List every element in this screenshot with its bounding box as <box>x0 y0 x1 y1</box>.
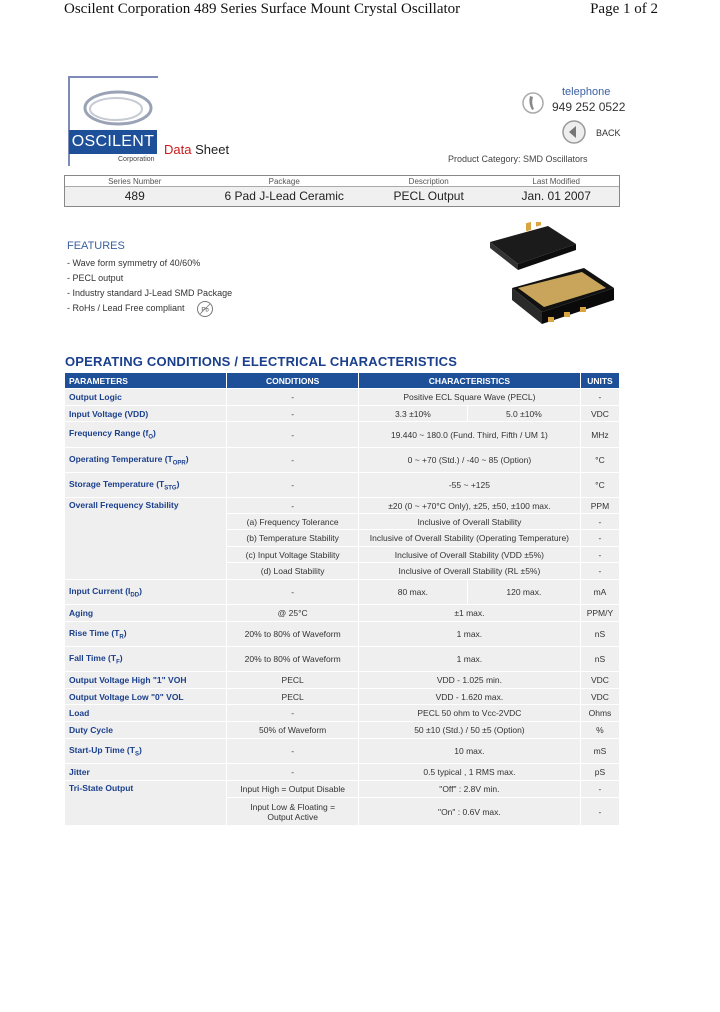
data-word: Data <box>164 142 192 157</box>
cond-cell: - <box>227 422 359 448</box>
unit-cell: - <box>580 781 619 798</box>
char-cell: 1 max. <box>358 647 580 672</box>
logo-ring-icon <box>82 88 154 128</box>
cond-cell: - <box>227 739 359 764</box>
char-cell: PECL 50 ohm to Vcc-2VDC <box>358 705 580 722</box>
table-row <box>65 764 620 781</box>
cond-cell: PECL <box>227 689 359 705</box>
table-row <box>65 672 620 689</box>
param-frequency-stability: Overall Frequency Stability <box>65 498 227 580</box>
unit-cell: - <box>580 530 619 547</box>
summary-modified: Jan. 01 2007 <box>521 189 591 203</box>
section-title: OPERATING CONDITIONS / ELECTRICAL CHARACTERISTICS <box>65 354 458 369</box>
param-aging: Aging <box>65 605 227 622</box>
cond-cell: (b) Temperature Stability <box>227 530 359 547</box>
cond-cell: - <box>227 448 359 473</box>
char-cell: Inclusive of Overall Stability <box>358 514 580 530</box>
feature-item: - RoHs / Lead Free compliant <box>67 303 185 313</box>
table-row <box>65 722 620 739</box>
param-load: Load <box>65 705 227 722</box>
feature-item: - Wave form symmetry of 40/60% <box>67 258 201 268</box>
summary-package: 6 Pad J-Lead Ceramic <box>224 189 344 203</box>
char-cell: 120 max. <box>467 580 580 605</box>
cond-cell: Input High = Output Disable <box>227 781 359 798</box>
char-cell: Inclusive of Overall Stability (RL ±5%) <box>358 563 580 580</box>
char-cell: 5.0 ±10% <box>467 406 580 422</box>
unit-cell: PPM <box>580 498 619 514</box>
char-cell: 3.3 ±10% <box>358 406 467 422</box>
param-jitter: Jitter <box>65 764 227 781</box>
param-fall-time: Fall Time $(T_F)$ <box>65 647 227 672</box>
unit-cell: VDC <box>580 672 619 689</box>
cond-cell: - <box>227 764 359 781</box>
table-row <box>65 389 620 406</box>
product-category: Product Category: SMD Oscillators <box>448 154 588 164</box>
oscillator-package-image <box>508 262 618 332</box>
unit-cell: PPM/Y <box>580 605 619 622</box>
table-row <box>65 705 620 722</box>
char-cell: ±1 max. <box>358 605 580 622</box>
param-input-current: Input Current $(I_{DD})$ <box>65 580 227 605</box>
cond-cell: - <box>227 498 359 514</box>
cond-cell: - <box>227 705 359 722</box>
char-cell: -55 ~ +125 <box>358 473 580 498</box>
param-frequency-range: Frequency Range $(f_O)$ <box>65 422 227 448</box>
summary-header-series: Series Number <box>108 177 162 186</box>
summary-header-modified: Last Modified <box>532 177 581 186</box>
summary-value-row <box>65 187 619 206</box>
param-rise-time: Rise Time $(T_R)$ <box>65 622 227 647</box>
cond-cell: (d) Load Stability <box>227 563 359 580</box>
pb-free-icon <box>196 300 214 318</box>
summary-series: 489 <box>124 189 145 203</box>
back-link[interactable]: BACK <box>596 128 621 138</box>
char-cell: 0.5 typical , 1 RMS max. <box>358 764 580 781</box>
summary-header-description: Description <box>408 177 449 186</box>
unit-cell: Ohms <box>580 705 619 722</box>
cond-cell: 50% of Waveform <box>227 722 359 739</box>
header-characteristics: CHARACTERISTICS <box>358 373 580 389</box>
telephone-icon[interactable] <box>522 90 544 116</box>
summary-description: PECL Output <box>393 189 464 203</box>
char-cell: "On" : 0.6V max. <box>358 798 580 826</box>
unit-cell: VDC <box>580 689 619 705</box>
unit-cell: MHz <box>580 422 619 448</box>
table-row <box>65 605 620 622</box>
sheet-word: Sheet <box>191 142 230 157</box>
char-cell: 50 ±10 (Std.) / 50 ±5 (Option) <box>358 722 580 739</box>
table-row <box>65 622 620 647</box>
summary-table <box>64 175 620 207</box>
features-title: FEATURES <box>67 240 125 252</box>
unit-cell: °C <box>580 448 619 473</box>
cond-cell: Input Low & Floating = Output Active <box>227 798 359 826</box>
char-cell: Inclusive of Overall Stability (Operating Temperature) <box>358 530 580 547</box>
char-cell: 0 ~ +70 (Std.) / -40 ~ 85 (Option) <box>358 448 580 473</box>
param-storage-temperature: Storage Temperature $(T_{STG})$ <box>65 473 227 498</box>
cond-cell: (c) Input Voltage Stability <box>227 547 359 563</box>
param-start-up-time: Start-Up Time $(T_S)$ <box>65 739 227 764</box>
telephone-label: telephone <box>562 86 611 98</box>
char-cell: Inclusive of Overall Stability (VDD ±5%) <box>358 547 580 563</box>
char-cell: 19.440 ~ 180.0 (Fund. Third, Fifth / UM 1) <box>358 422 580 448</box>
table-row <box>65 647 620 672</box>
telephone-number[interactable]: 949 252 0522 <box>552 100 626 114</box>
unit-cell: VDC <box>580 406 619 422</box>
cond-cell: - <box>227 580 359 605</box>
cond-cell: @ 25°C <box>227 605 359 622</box>
logo-subtitle: Corporation <box>118 156 155 163</box>
table-row <box>65 448 620 473</box>
char-cell: VDD - 1.025 min. <box>358 672 580 689</box>
char-cell: VDD - 1.620 max. <box>358 689 580 705</box>
char-cell: "Off" : 2.8V min. <box>358 781 580 798</box>
unit-cell: - <box>580 798 619 826</box>
document-header <box>64 1 658 21</box>
table-row <box>65 406 620 422</box>
header-conditions: CONDITIONS <box>227 373 359 389</box>
cond-cell: (a) Frequency Tolerance <box>227 514 359 530</box>
cond-cell: 20% to 80% of Waveform <box>227 622 359 647</box>
table-row <box>65 689 620 705</box>
table-header-row <box>65 373 620 389</box>
table-row <box>65 580 620 605</box>
unit-cell: nS <box>580 647 619 672</box>
table-row <box>65 498 620 514</box>
unit-cell: - <box>580 389 619 406</box>
unit-cell: - <box>580 514 619 530</box>
spec-table <box>64 372 620 826</box>
cond-cell: - <box>227 406 359 422</box>
feature-item: - Industry standard J-Lead SMD Package <box>67 288 233 298</box>
cond-cell: 20% to 80% of Waveform <box>227 647 359 672</box>
feature-item: - PECL output <box>67 273 124 283</box>
char-cell: Positive ECL Square Wave (PECL) <box>358 389 580 406</box>
unit-cell: °C <box>580 473 619 498</box>
char-cell: 80 max. <box>358 580 467 605</box>
param-duty-cycle: Duty Cycle <box>65 722 227 739</box>
param-input-voltage: Input Voltage (VDD) <box>65 406 227 422</box>
unit-cell: - <box>580 563 619 580</box>
cond-cell: - <box>227 389 359 406</box>
param-voh: Output Voltage High "1" VOH <box>65 672 227 689</box>
header-units: UNITS <box>580 373 619 389</box>
document-title: Oscilent Corporation 489 Series Surface Mount Crystal Oscillator <box>64 1 461 17</box>
page-number: Page 1 of 2 <box>590 1 658 17</box>
unit-cell: nS <box>580 622 619 647</box>
param-output-logic: Output Logic <box>65 389 227 406</box>
unit-cell: mA <box>580 580 619 605</box>
unit-cell: mS <box>580 739 619 764</box>
unit-cell: pS <box>580 764 619 781</box>
data-sheet-label <box>164 142 229 157</box>
cond-cell: PECL <box>227 672 359 689</box>
table-row <box>65 781 620 798</box>
table-row <box>65 739 620 764</box>
param-operating-temperature: Operating Temperature $(T_{OPR})$ <box>65 448 227 473</box>
param-tri-state-output: Tri-State Output <box>65 781 227 826</box>
pb-symbol: Pb <box>201 307 209 314</box>
char-cell: 1 max. <box>358 622 580 647</box>
table-row <box>65 422 620 448</box>
unit-cell: % <box>580 722 619 739</box>
unit-cell: - <box>580 547 619 563</box>
summary-header-row <box>65 176 619 187</box>
char-cell: 10 max. <box>358 739 580 764</box>
company-logo[interactable]: OSCILENT <box>69 130 157 154</box>
summary-header-package: Package <box>268 177 300 186</box>
table-row <box>65 473 620 498</box>
cond-cell: - <box>227 473 359 498</box>
back-arrow-icon[interactable] <box>562 120 586 144</box>
param-vol: Output Voltage Low "0" VOL <box>65 689 227 705</box>
header-parameters: PARAMETERS <box>65 373 227 389</box>
char-cell: ±20 (0 ~ +70°C Only), ±25, ±50, ±100 max. <box>358 498 580 514</box>
